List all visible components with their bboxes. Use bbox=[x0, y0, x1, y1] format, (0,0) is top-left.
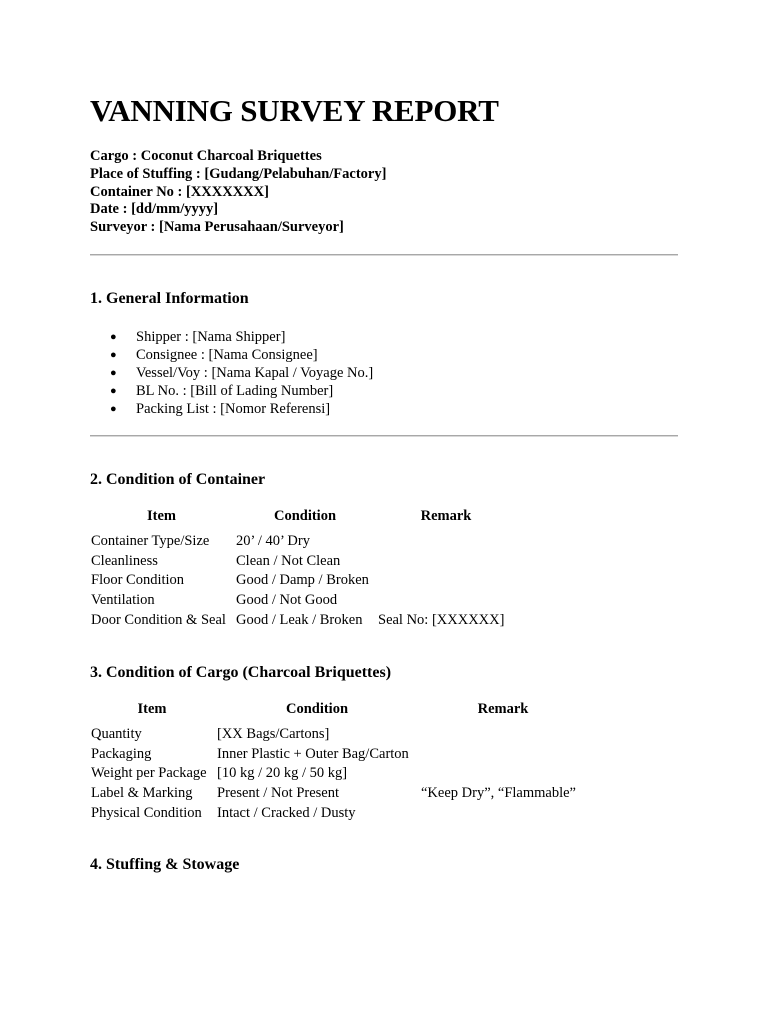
meta-cargo: Cargo : Coconut Charcoal Briquettes bbox=[90, 148, 322, 164]
report-title: VANNING SURVEY REPORT bbox=[90, 93, 499, 128]
table-header-row bbox=[89, 701, 587, 725]
horizontal-divider bbox=[90, 435, 678, 437]
meta-container-no: Container No : [XXXXXXX] bbox=[90, 183, 269, 200]
table-cell: Cleanliness bbox=[91, 552, 158, 569]
table-row bbox=[89, 591, 516, 611]
table-cell: Clean / Not Clean bbox=[236, 552, 341, 569]
list-item-text: BL No. : [Bill of Lading Number] bbox=[136, 382, 334, 399]
table-cell: [XX Bags/Cartons] bbox=[217, 726, 330, 742]
list-item-text: Packing List : [Nomor Referensi] bbox=[136, 400, 331, 417]
table-cell bbox=[376, 552, 516, 572]
bullet-icon: ● bbox=[110, 331, 117, 343]
column-header-item: Item bbox=[137, 701, 167, 717]
table-cell: “Keep Dry”, “Flammable” bbox=[421, 785, 576, 802]
list-item-text: Vessel/Voy : [Nama Kapal / Voyage No.] bbox=[136, 364, 374, 381]
list-item bbox=[90, 365, 373, 383]
table-cell bbox=[419, 804, 587, 824]
table-cell bbox=[376, 532, 516, 552]
general-info-list bbox=[90, 329, 373, 418]
table-cell bbox=[419, 764, 587, 784]
table-header-row bbox=[89, 508, 516, 532]
table-cell: Good / Not Good bbox=[236, 592, 338, 609]
section-heading-general: 1. General Information bbox=[90, 290, 249, 307]
table-cell: Label & Marking bbox=[91, 785, 193, 802]
container-condition-table bbox=[89, 508, 516, 631]
table-cell: Weight per Package bbox=[91, 765, 207, 782]
list-item bbox=[90, 383, 373, 401]
table-row bbox=[89, 745, 587, 765]
table-cell: Physical Condition bbox=[91, 804, 202, 821]
table-cell: Floor Condition bbox=[91, 572, 185, 589]
section-heading-container: 2. Condition of Container bbox=[90, 471, 266, 488]
table-cell: Packaging bbox=[91, 745, 152, 762]
bullet-icon: ● bbox=[110, 384, 117, 397]
table-cell: Present / Not Present bbox=[217, 785, 340, 802]
table-cell bbox=[419, 745, 587, 765]
list-item-text: Consignee : [Nama Consignee] bbox=[136, 346, 318, 363]
list-item bbox=[90, 401, 373, 419]
cargo-condition-table bbox=[89, 701, 587, 824]
bullet-icon: ● bbox=[110, 402, 117, 415]
meta-date: Date : [dd/mm/yyyy] bbox=[90, 201, 219, 218]
table-cell: Good / Leak / Broken bbox=[236, 611, 363, 628]
table-cell: [10 kg / 20 kg / 50 kg] bbox=[217, 765, 348, 782]
table-row bbox=[89, 571, 516, 591]
table-cell bbox=[376, 591, 516, 611]
table-cell: Inner Plastic + Outer Bag/Carton bbox=[217, 745, 409, 762]
column-header-condition: Condition bbox=[273, 508, 337, 524]
list-item bbox=[90, 329, 373, 347]
table-cell: Intact / Cracked / Dusty bbox=[217, 804, 356, 821]
column-header-remark: Remark bbox=[420, 508, 472, 524]
table-cell: Seal No: [XXXXXX] bbox=[378, 611, 505, 628]
horizontal-divider bbox=[90, 254, 678, 256]
meta-place-of-stuffing: Place of Stuffing : [Gudang/Pelabuhan/Factory] bbox=[90, 165, 387, 182]
table-row bbox=[89, 552, 516, 572]
table-cell bbox=[419, 725, 587, 745]
column-header-condition: Condition bbox=[285, 701, 349, 717]
table-row bbox=[89, 784, 587, 804]
table-row bbox=[89, 532, 516, 552]
bullet-icon: ● bbox=[110, 366, 117, 379]
table-cell: Container Type/Size bbox=[91, 533, 210, 549]
table-row bbox=[89, 611, 516, 631]
column-header-remark: Remark bbox=[477, 701, 529, 717]
table-cell: Door Condition & Seal bbox=[91, 611, 226, 628]
table-cell: Quantity bbox=[91, 726, 142, 742]
report-meta bbox=[90, 148, 690, 237]
table-cell bbox=[376, 571, 516, 591]
list-item bbox=[90, 347, 373, 365]
list-item-text: Shipper : [Nama Shipper] bbox=[136, 329, 286, 345]
table-cell: Good / Damp / Broken bbox=[236, 572, 369, 589]
table-row bbox=[89, 804, 587, 824]
meta-surveyor: Surveyor : [Nama Perusahaan/Surveyor] bbox=[90, 219, 344, 236]
table-row bbox=[89, 764, 587, 784]
table-cell: 20’ / 40’ Dry bbox=[236, 533, 310, 549]
column-header-item: Item bbox=[147, 508, 176, 524]
bullet-icon: ● bbox=[110, 348, 117, 361]
table-row bbox=[89, 725, 587, 745]
section-heading-cargo: 3. Condition of Cargo (Charcoal Briquettes) bbox=[90, 664, 392, 681]
table-cell: Ventilation bbox=[91, 592, 155, 609]
section-heading-stuffing: 4. Stuffing & Stowage bbox=[90, 856, 240, 873]
